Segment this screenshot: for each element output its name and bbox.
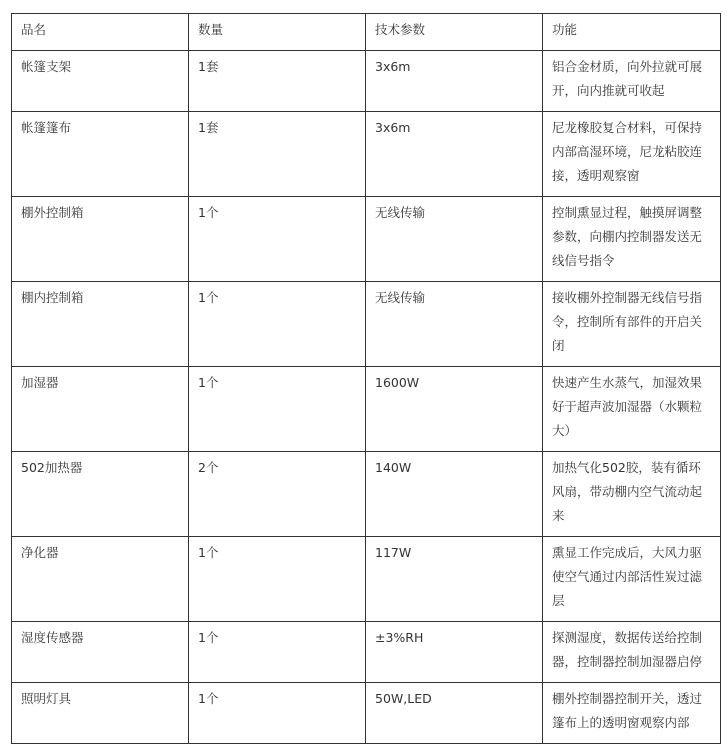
cell-qty: [189, 51, 366, 112]
item-name: 棚内控制箱: [21, 290, 84, 305]
item-spec: 1600W: [375, 375, 420, 390]
cell-qty: [189, 683, 366, 744]
item-qty: 1套: [198, 120, 219, 135]
cell-name: [12, 367, 189, 452]
table-row: [12, 683, 721, 744]
cell-spec: [366, 622, 543, 683]
item-name: 棚外控制箱: [21, 205, 84, 220]
cell-spec: [366, 367, 543, 452]
item-function: 快速产生水蒸气，加湿效果好于超声波加湿器（水颗粒大）: [552, 375, 703, 438]
item-spec: 3x6m: [375, 120, 411, 135]
item-spec: ±3%RH: [375, 630, 424, 645]
item-function: 加热气化502胶，装有循环风扇，带动棚内空气流动起来: [552, 460, 703, 523]
cell-name: [12, 197, 189, 282]
cell-spec: [366, 51, 543, 112]
item-name: 帐篷篷布: [21, 120, 72, 135]
table-row: [12, 112, 721, 197]
cell-qty: [189, 367, 366, 452]
item-spec: 140W: [375, 460, 412, 475]
cell-name: [12, 622, 189, 683]
item-qty: 1个: [198, 630, 219, 645]
item-qty: 1个: [198, 545, 219, 560]
item-function: 棚外控制器控制开关，透过篷布上的透明窗观察内部: [552, 691, 703, 730]
item-name: 净化器: [21, 545, 59, 560]
header-cell-spec: [366, 14, 543, 51]
item-function: 熏显工作完成后，大风力驱使空气通过内部活性炭过滤层: [552, 545, 703, 608]
cell-function: [543, 537, 721, 622]
cell-function: [543, 51, 721, 112]
cell-qty: [189, 452, 366, 537]
table-row: [12, 537, 721, 622]
table-header-row: [12, 14, 721, 51]
cell-function: [543, 452, 721, 537]
item-name: 502加热器: [21, 460, 83, 475]
cell-name: [12, 537, 189, 622]
cell-function: [543, 622, 721, 683]
cell-name: [12, 683, 189, 744]
equipment-spec-table: [11, 13, 721, 744]
table-row: [12, 367, 721, 452]
table-row: [12, 282, 721, 367]
cell-qty: [189, 622, 366, 683]
header-cell-function: [543, 14, 721, 51]
cell-function: [543, 367, 721, 452]
table-row: [12, 622, 721, 683]
item-spec: 无线传输: [375, 205, 426, 220]
item-qty: 2个: [198, 460, 219, 475]
cell-spec: [366, 683, 543, 744]
header-label: 数量: [198, 22, 224, 37]
cell-spec: [366, 537, 543, 622]
item-spec: 3x6m: [375, 59, 411, 74]
cell-spec: [366, 282, 543, 367]
cell-spec: [366, 197, 543, 282]
item-qty: 1套: [198, 59, 219, 74]
cell-function: [543, 683, 721, 744]
item-qty: 1个: [198, 290, 219, 305]
cell-spec: [366, 452, 543, 537]
item-function: 尼龙橡胶复合材料，可保持内部高湿环境，尼龙粘胶连接，透明观察窗: [552, 120, 703, 183]
cell-qty: [189, 112, 366, 197]
cell-name: [12, 51, 189, 112]
cell-name: [12, 282, 189, 367]
cell-function: [543, 197, 721, 282]
item-qty: 1个: [198, 375, 219, 390]
item-function: 探测湿度，数据传送给控制器，控制器控制加湿器启停: [552, 630, 703, 669]
cell-qty: [189, 197, 366, 282]
header-cell-name: [12, 14, 189, 51]
header-label: 技术参数: [375, 22, 426, 37]
item-name: 帐篷支架: [21, 59, 72, 74]
item-name: 照明灯具: [21, 691, 72, 706]
cell-name: [12, 112, 189, 197]
item-spec: 117W: [375, 545, 412, 560]
table-row: [12, 452, 721, 537]
header-cell-qty: [189, 14, 366, 51]
item-name: 湿度传感器: [21, 630, 84, 645]
item-spec: 50W,LED: [375, 691, 432, 706]
cell-spec: [366, 112, 543, 197]
cell-function: [543, 112, 721, 197]
item-spec: 无线传输: [375, 290, 426, 305]
item-function: 铝合金材质，向外拉就可展开，向内推就可收起: [552, 59, 703, 98]
item-function: 控制熏显过程，触摸屏调整参数，向棚内控制器发送无线信号指令: [552, 205, 703, 268]
cell-qty: [189, 537, 366, 622]
cell-name: [12, 452, 189, 537]
cell-qty: [189, 282, 366, 367]
table-row: [12, 197, 721, 282]
item-qty: 1个: [198, 205, 219, 220]
item-function: 接收棚外控制器无线信号指令，控制所有部件的开启关闭: [552, 290, 703, 353]
item-name: 加湿器: [21, 375, 59, 390]
item-qty: 1个: [198, 691, 219, 706]
cell-function: [543, 282, 721, 367]
header-label: 功能: [552, 22, 578, 37]
header-label: 品名: [21, 22, 47, 37]
table-row: [12, 51, 721, 112]
